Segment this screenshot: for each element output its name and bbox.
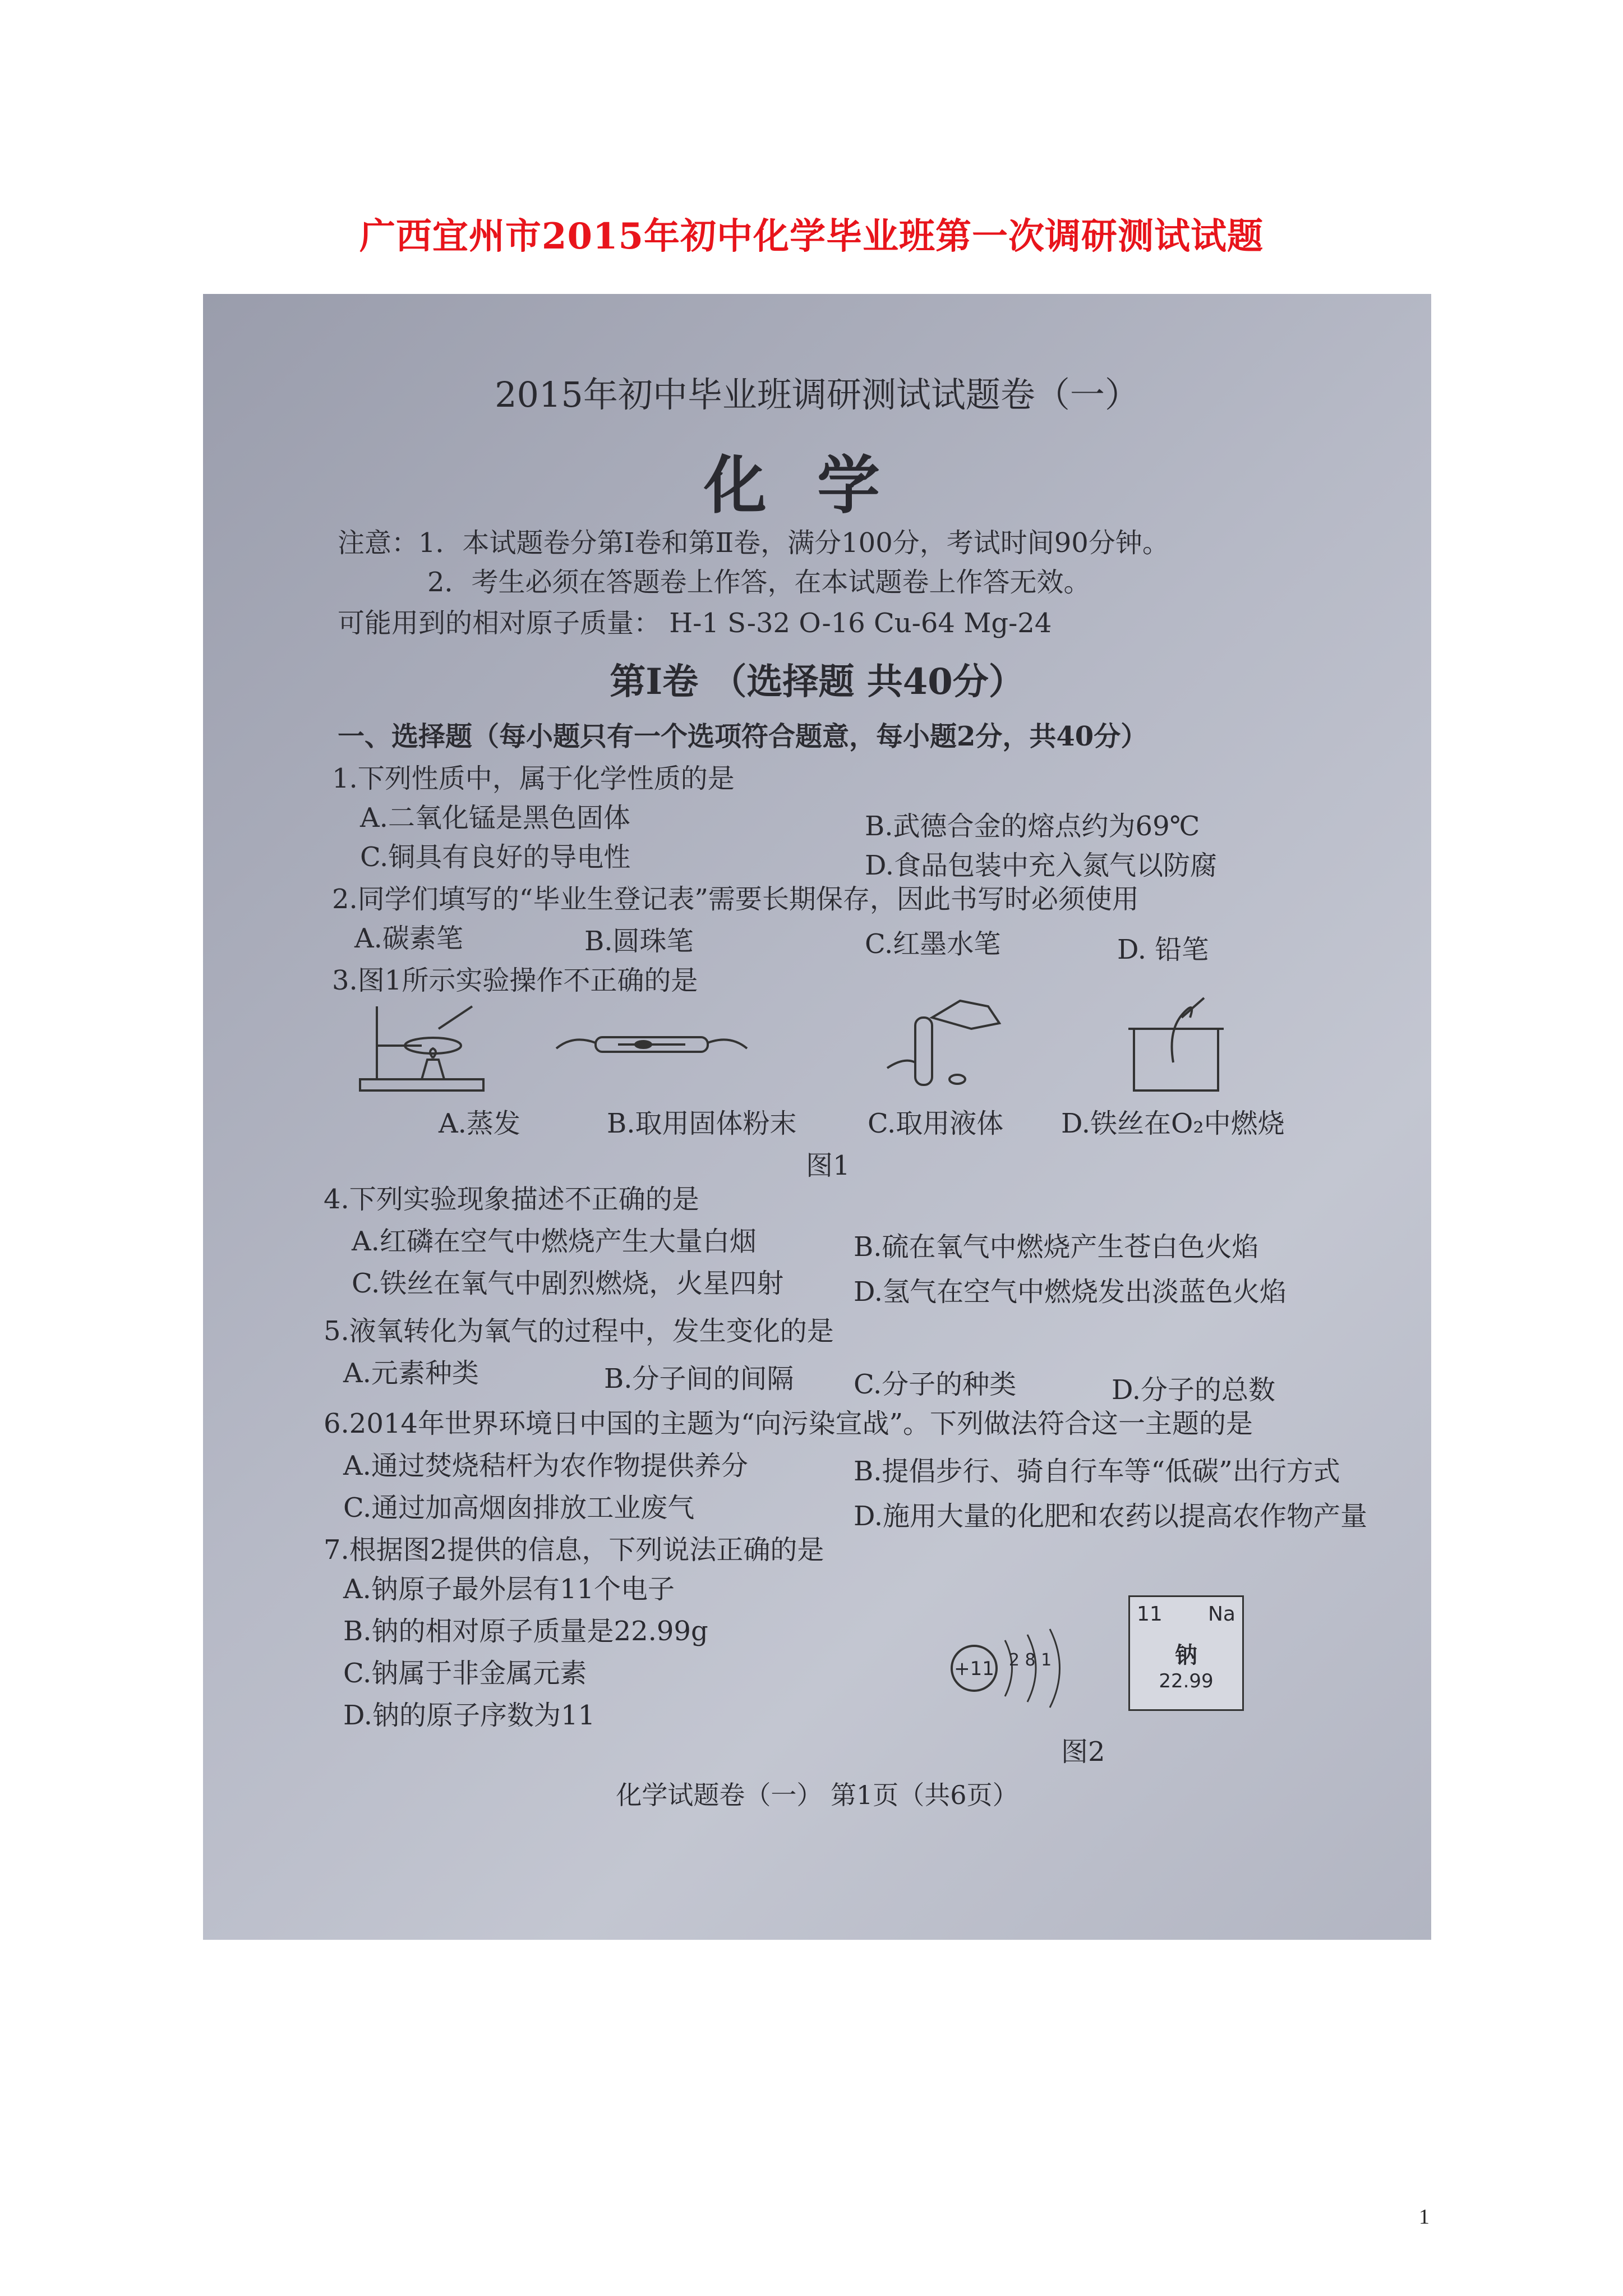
q6-option-a: A.通过焚烧秸杆为农作物提供养分 <box>343 1450 748 1481</box>
section-title: 第Ⅰ卷 （选择题 共40分） <box>610 661 1025 703</box>
note-2: 2．考生必须在答题卷上作答，在本试题卷上作答无效。 <box>427 567 1091 598</box>
powder-spoon-tube-icon <box>551 995 753 1096</box>
exam-subject: 化学 <box>704 449 930 522</box>
q1-option-b: B.武德合金的熔点约为69℃ <box>865 811 1200 842</box>
q3-option-c: C.取用液体 <box>868 1108 1004 1139</box>
q3-option-b: B.取用固体粉末 <box>607 1108 797 1139</box>
element-symbol: Na <box>1208 1603 1235 1626</box>
q2-option-d: D. 铅笔 <box>1117 934 1209 965</box>
q3-stem: 3.图1所示实验操作不正确的是 <box>332 965 698 996</box>
exam-photo <box>203 294 1431 1940</box>
q2-option-a: A.碳素笔 <box>354 923 463 954</box>
q5-option-c: C.分子的种类 <box>854 1369 1017 1400</box>
exam-page-footer: 化学试题卷（一） 第1页（共6页） <box>616 1780 1018 1810</box>
q5-option-d: D.分子的总数 <box>1112 1374 1276 1406</box>
q5-option-b: B.分子间的间隔 <box>604 1363 794 1395</box>
q2-option-b: B.圆珠笔 <box>584 926 694 957</box>
evaporation-apparatus-icon <box>354 995 489 1096</box>
atomic-mass: 22.99 <box>1159 1670 1214 1692</box>
document-title: 广西宜州市2015年初中化学毕业班第一次调研测试试题 <box>359 215 1264 257</box>
exam-title: 2015年初中毕业班调研测试试题卷（一） <box>495 374 1140 415</box>
page-number: 1 <box>1419 2205 1430 2229</box>
q4-option-a: A.红磷在空气中燃烧产生大量白烟 <box>352 1226 757 1257</box>
electron-shells: 2 8 1 <box>1008 1650 1052 1670</box>
note-1: 注意：1．本试题卷分第Ⅰ卷和第Ⅱ卷，满分100分，考试时间90分钟。 <box>338 527 1169 559</box>
sodium-element-card <box>1128 1595 1244 1711</box>
q7-stem: 7.根据图2提供的信息，下列说法正确的是 <box>324 1534 824 1566</box>
q4-option-c: C.铁丝在氧气中剧烈燃烧，火星四射 <box>352 1268 784 1299</box>
pour-liquid-icon <box>876 995 1011 1096</box>
figure-1-illustrations <box>315 995 1381 1096</box>
q4-option-b: B.硫在氧气中燃烧产生苍白色火焰 <box>854 1231 1259 1263</box>
q3-option-a: A.蒸发 <box>439 1108 520 1139</box>
figure-1-caption: 图1 <box>806 1150 850 1181</box>
iron-wire-burning-icon <box>1112 995 1246 1096</box>
q7-option-d: D.钠的原子序数为11 <box>343 1700 596 1731</box>
q7-option-c: C.钠属于非金属元素 <box>343 1658 587 1689</box>
element-name: 钠 <box>1175 1642 1197 1668</box>
q1-option-d: D.食品包装中充入氮气以防腐 <box>865 850 1218 881</box>
exam-page <box>203 294 1431 1940</box>
q7-option-b: B.钠的相对原子质量是22.99g <box>343 1616 708 1647</box>
q6-option-d: D.施用大量的化肥和农药以提高农作物产量 <box>854 1501 1368 1532</box>
q3-option-d: D.铁丝在O₂中燃烧 <box>1061 1108 1285 1139</box>
q2-stem: 2.同学们填写的“毕业生登记表”需要长期保存，因此书写时必须使用 <box>332 884 1139 915</box>
q1-option-c: C.铜具有良好的导电性 <box>360 841 631 873</box>
q2-option-c: C.红墨水笔 <box>865 928 1001 960</box>
q7-option-a: A.钠原子最外层有11个电子 <box>343 1573 675 1605</box>
q6-stem: 6.2014年世界环境日中国的主题为“向污染宣战”。下列做法符合这一主题的是 <box>324 1408 1253 1439</box>
q1-stem: 1.下列性质中，属于化学性质的是 <box>332 763 735 794</box>
nucleus-charge: +11 <box>954 1658 994 1680</box>
q6-option-b: B.提倡步行、骑自行车等“低碳”出行方式 <box>854 1456 1340 1487</box>
q1-option-a: A.二氧化锰是黑色固体 <box>360 802 630 834</box>
atomic-number: 11 <box>1137 1603 1163 1626</box>
q5-stem: 5.液氧转化为氧气的过程中，发生变化的是 <box>324 1315 834 1347</box>
q4-stem: 4.下列实验现象描述不正确的是 <box>324 1184 699 1215</box>
sodium-atom-structure-diagram <box>949 1618 1072 1719</box>
figure-2-caption: 图2 <box>1061 1736 1105 1768</box>
q4-option-d: D.氢气在空气中燃烧发出淡蓝色火焰 <box>854 1276 1287 1308</box>
q6-option-c: C.通过加高烟囱排放工业废气 <box>343 1492 695 1524</box>
q5-option-a: A.元素种类 <box>343 1358 479 1389</box>
atomic-mass-line: 可能用到的相对原子质量： H-1 S-32 O-16 Cu-64 Mg-24 <box>338 608 1052 639</box>
section-intro: 一、选择题（每小题只有一个选项符合题意，每小题2分，共40分） <box>338 721 1148 752</box>
